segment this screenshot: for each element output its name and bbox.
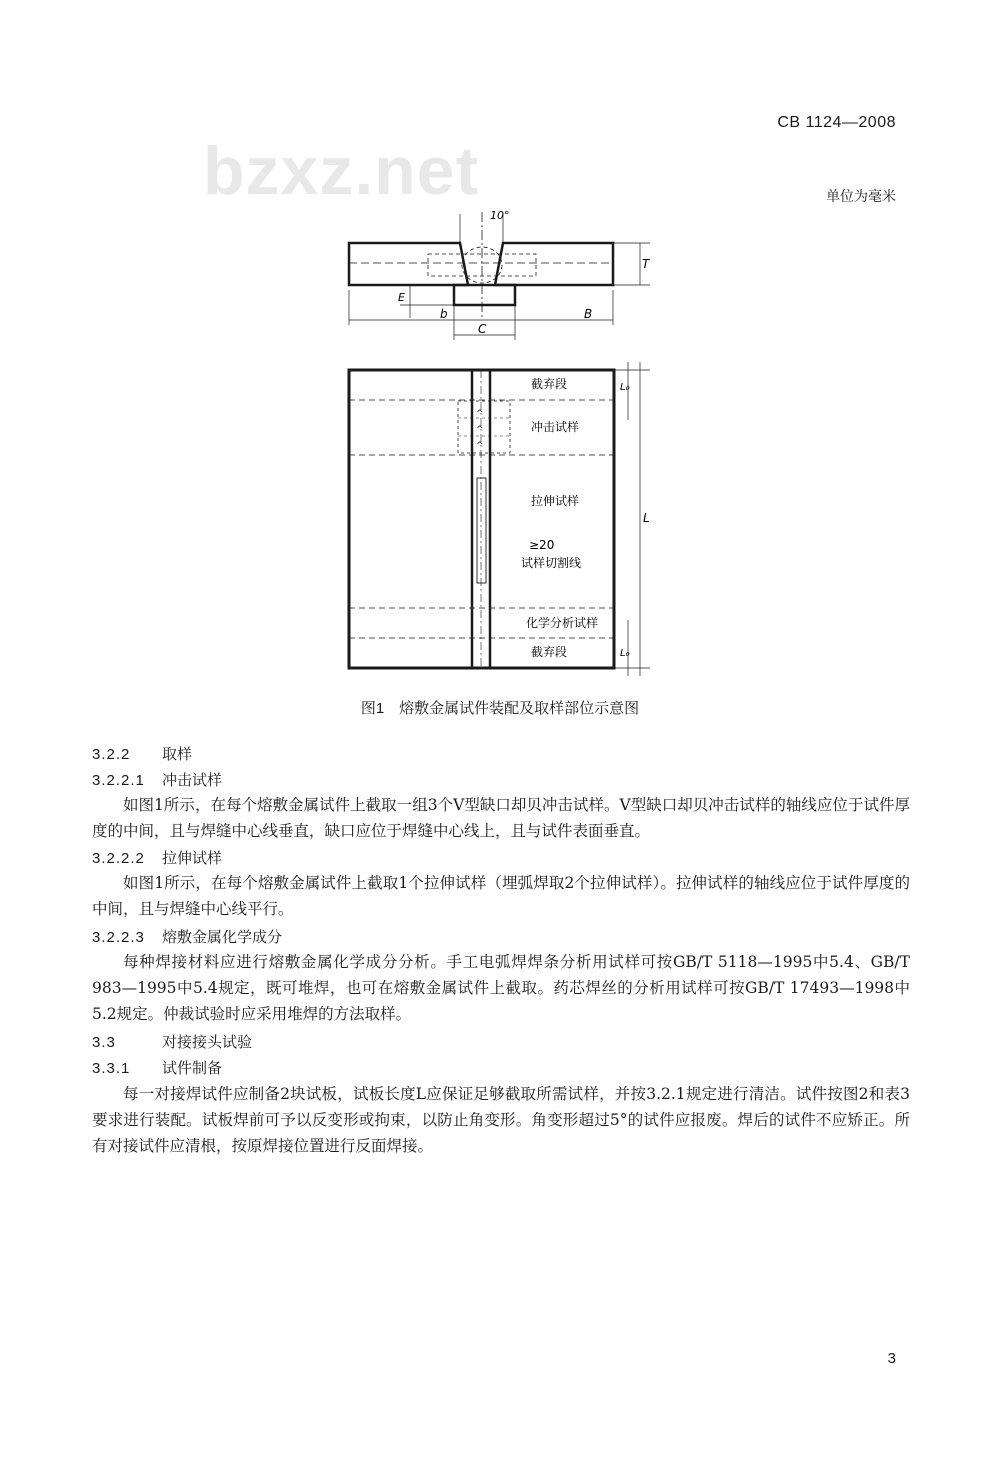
plan-view (349, 362, 650, 676)
dim-C-label: C (478, 322, 487, 336)
figure-caption: 图1 熔敷金属试件装配及取样部位示意图 (360, 700, 640, 717)
zone-cut-line: 试样切割线 (521, 556, 582, 570)
dim-B-label: B (584, 307, 593, 321)
section-heading: 3.2.2.1 冲击试样 (92, 772, 223, 789)
dim-L0-bottom-label: L₀ (620, 648, 630, 659)
zone-cut-dim: ≥20 (529, 538, 555, 552)
section-heading: 3.2.2.2 拉伸试样 (92, 850, 223, 867)
zone-discard-bottom: 截弃段 (531, 645, 568, 659)
watermark: bzxz.net (203, 133, 480, 209)
dim-L0-top-label: L₀ (620, 382, 630, 393)
svg-text:^: ^ (476, 425, 484, 435)
paragraph-prep: 每一对接焊试件应制备2块试板，试板长度L应保证足够截取所需试样，并按3.2.1规定进行清洁。试件按图2和表3要求进行装配。试板焊前可予以反变形或拘束，以防止角变形。角变形超过5°的试件应报废。焊后的试件不应矫正。所有对接试件应清根，按原焊接位置进行反面焊接。 (92, 1085, 910, 1155)
standard-code: CB 1124—2008 (777, 114, 896, 131)
cross-section-view (349, 212, 650, 340)
plate-right (495, 243, 613, 285)
zone-impact: 冲击试样 (531, 420, 580, 434)
svg-text:^: ^ (476, 441, 484, 451)
zone-tensile: 拉伸试样 (531, 494, 580, 508)
dim-L-label: L (643, 511, 650, 525)
section-heading: 3.3 对接接头试验 (92, 1034, 253, 1051)
paragraph-impact: 如图1所示，在每个熔敷金属试件上截取一组3个V型缺口却贝冲击试样。V型缺口却贝冲击试样的轴线应位于试件厚度的中间，且与焊缝中心线垂直，缺口应位于焊缝中心线上，且与试件表面垂直。 (92, 796, 910, 840)
zone-discard-top: 截弃段 (531, 377, 568, 391)
svg-text:^: ^ (476, 409, 484, 419)
section-heading: 3.3.1 试件制备 (92, 1060, 223, 1077)
dim-b-label: b (440, 307, 448, 321)
paragraph-tensile: 如图1所示，在每个熔敷金属试件上截取1个拉伸试样（埋弧焊取2个拉伸试样）。拉伸试样的轴线应位于试件厚度的中间，且与焊缝中心线平行。 (92, 874, 910, 918)
dim-E-label: E (398, 291, 405, 304)
backing-strip (454, 285, 515, 305)
unit-note: 单位为毫米 (826, 189, 896, 205)
section-heading: 3.2.2 取样 (92, 746, 193, 763)
angle-label: 10° (490, 209, 510, 222)
section-heading: 3.2.2.3 熔敷金属化学成分 (92, 929, 283, 946)
plate-left (349, 243, 468, 285)
zone-chemical: 化学分析试样 (526, 616, 599, 630)
paragraph-chemical: 每种焊接材料应进行熔敷金属化学成分分析。手工电弧焊焊条分析用试样可按GB/T 5118—1995中5.4、GB/T 983—1995中5.4规定，既可堆焊，也可在熔敷金属试件上截取。药芯焊丝的分析用试样可按GB/T 17493—1998中5.2规定。仲裁试验时应采用堆焊的方法取样。 (92, 953, 910, 1023)
page-number: 3 (887, 1350, 896, 1367)
notch-marks (476, 409, 484, 451)
figure-1-diagram (0, 0, 1000, 690)
dim-T-label: T (642, 257, 650, 271)
